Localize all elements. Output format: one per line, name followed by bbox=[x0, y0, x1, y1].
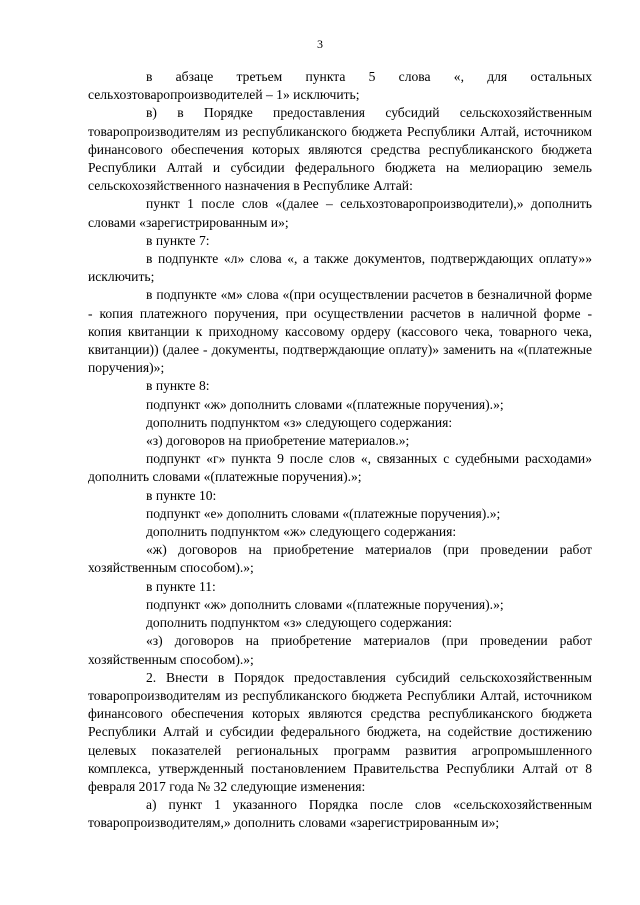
paragraph: пункт 1 после слов «(далее – сельхозтоваропроизводители),» дополнить словами «зарегистрированным и»; bbox=[88, 196, 592, 230]
paragraph: в абзаце третьем пункта 5 слова «, для остальных сельхозтоваропроизводителей – 1» исключить; bbox=[88, 69, 592, 103]
paragraph: подпункт «ж» дополнить словами «(платежные поручения).»; bbox=[146, 396, 504, 412]
paragraph: а) пункт 1 указанного Порядка после слов «сельскохозяйственным товаропроизводителям,» дополнить словами «зарегистрированным и»; bbox=[88, 797, 592, 831]
paragraph: «ж) договоров на приобретение материалов (при проведении работ хозяйственным способом).»; bbox=[88, 542, 592, 576]
paragraph: в) в Порядке предоставления субсидий сельскохозяйственным товаропроизводителям из республиканского бюджета Республики Алтай, источником финансового обеспечения которых являются средства республиканского бюджета Республики Алтай и субсидии федерального бюджета на мелиорацию земель сельскохозяйственного назначения в Республике Алтай: bbox=[88, 105, 592, 194]
paragraph: в подпункте «м» слова «(при осуществлении расчетов в безналичной форме - копия платежного поручения, при осуществлении расчетов в наличной форме - копия квитанции к приходному кассовому ордеру (кассового чека, товарного чека, квитанции)) (далее - документы, подтверждающие оплату)» заменить на «(платежные поручения)»; bbox=[88, 287, 592, 376]
paragraph: 2. Внести в Порядок предоставления субсидий сельскохозяйственным товаропроизводителям из республиканского бюджета Республики Алтай, источником финансового обеспечения которых являются средства республиканского бюджета Республики Алтай и субсидии федерального бюджета, на содействие достижению целевых показателей региональных программ развития агропромышленного комплекса, утвержденный постановлением Правительства Республики Алтай от 8 февраля 2017 года № 32 следующие изменения: bbox=[88, 669, 592, 794]
paragraph: дополнить подпунктом «з» следующего содержания: bbox=[146, 414, 453, 430]
paragraph: в подпункте «л» слова «, а также документов, подтверждающих оплату»» исключить; bbox=[88, 251, 592, 285]
paragraph: подпункт «е» дополнить словами «(платежные поручения).»; bbox=[146, 505, 501, 521]
paragraph: дополнить подпунктом «ж» следующего содержания: bbox=[146, 524, 457, 540]
paragraph: «з) договоров на приобретение материалов.»; bbox=[146, 433, 410, 449]
paragraph: дополнить подпунктом «з» следующего содержания: bbox=[146, 615, 453, 631]
paragraph: в пункте 7: bbox=[146, 232, 210, 248]
page-number: 3 bbox=[317, 37, 323, 51]
document-body bbox=[88, 68, 592, 833]
paragraph: подпункт «ж» дополнить словами «(платежные поручения).»; bbox=[146, 596, 504, 612]
paragraph: в пункте 10: bbox=[146, 487, 217, 503]
paragraph: «з) договоров на приобретение материалов (при проведении работ хозяйственным способом).»; bbox=[88, 633, 592, 667]
paragraph: в пункте 11: bbox=[146, 578, 216, 594]
paragraph: в пункте 8: bbox=[146, 378, 210, 394]
paragraph: подпункт «г» пункта 9 после слов «, связанных с судебными расходами» дополнить словами «(платежные поручения).»; bbox=[88, 451, 592, 485]
